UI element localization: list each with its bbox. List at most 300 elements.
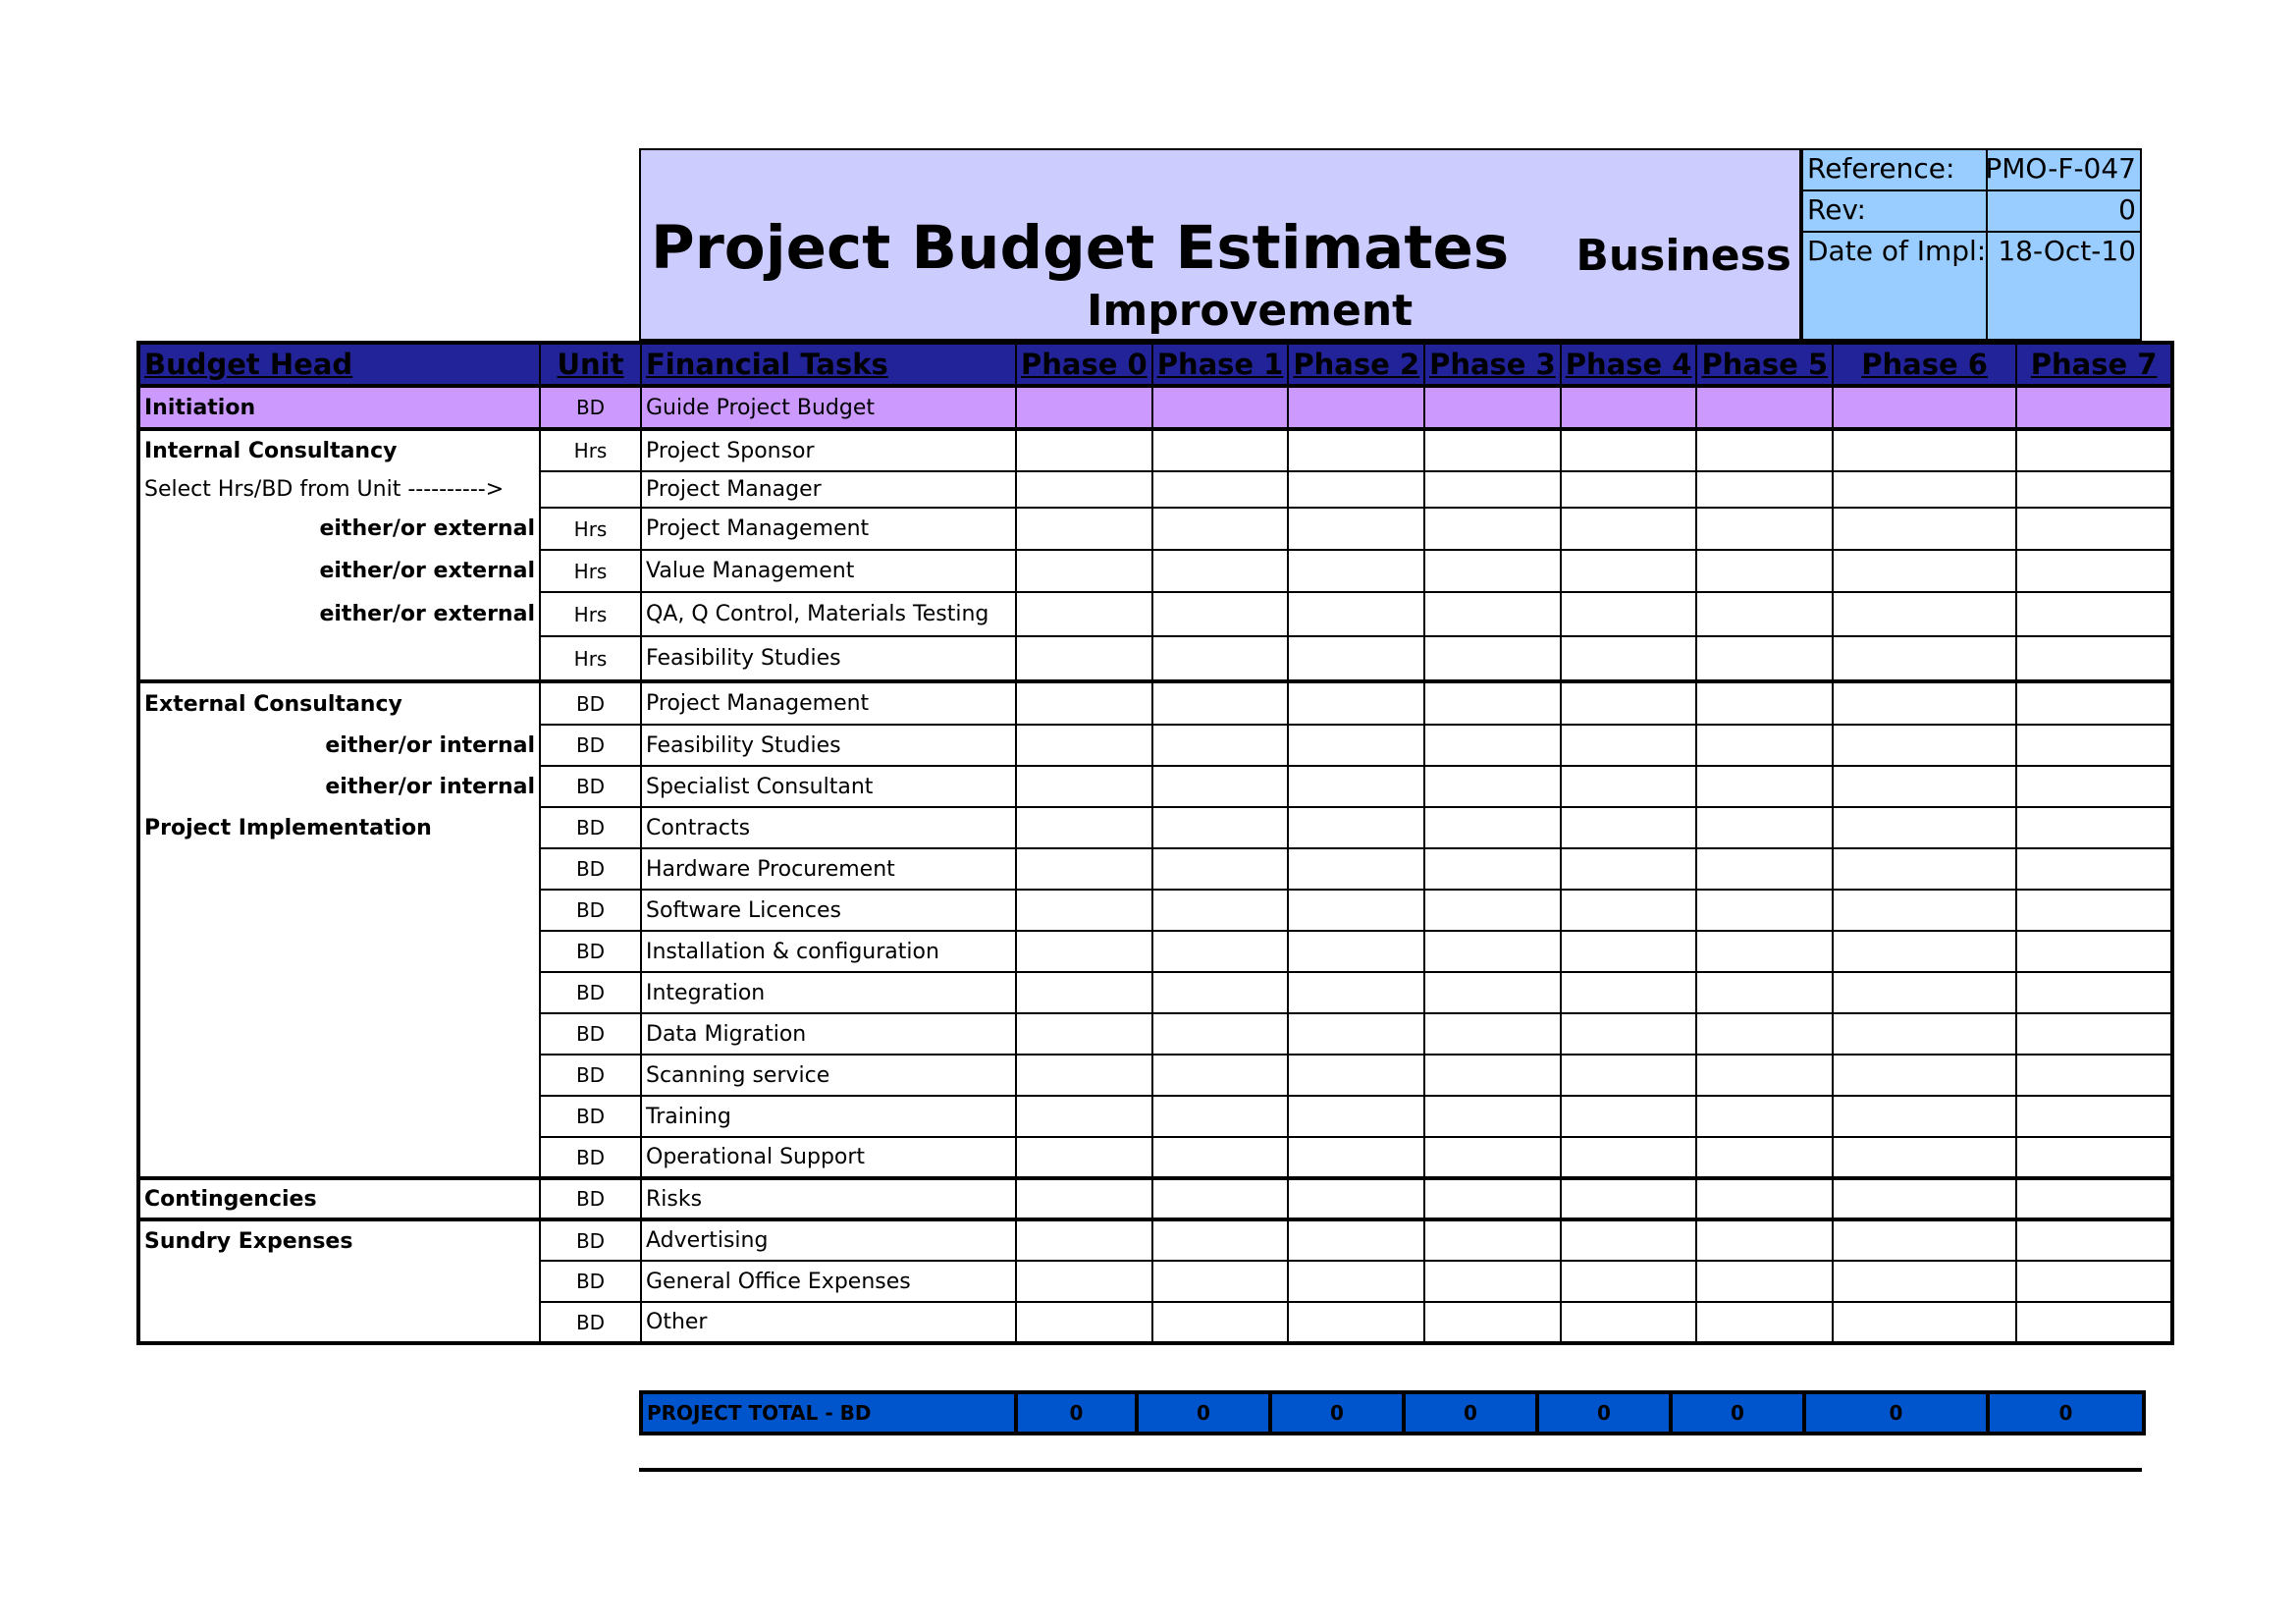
phase-1-cell[interactable] [1152, 471, 1289, 508]
financial-task-cell: Contracts [641, 807, 1016, 848]
phase-4-cell[interactable] [1561, 471, 1697, 508]
budget-head-cell [138, 1302, 540, 1343]
financial-task-cell: Data Migration [641, 1013, 1016, 1055]
phase-4-cell[interactable] [1561, 550, 1697, 592]
phase-3-cell[interactable] [1424, 931, 1561, 972]
phase-5-cell[interactable] [1696, 807, 1833, 848]
col-header-phase: Phase 2 [1288, 343, 1424, 386]
phase-0-cell[interactable] [1016, 1013, 1152, 1055]
phase-7-cell[interactable] [2016, 1302, 2172, 1343]
phase-3-cell[interactable] [1424, 429, 1561, 471]
col-header-phase: Phase 1 [1152, 343, 1289, 386]
phase-5-cell[interactable] [1696, 972, 1833, 1013]
phase-5-cell[interactable] [1696, 386, 1833, 429]
financial-task-cell: Project Management [641, 681, 1016, 725]
phase-0-cell[interactable] [1016, 1178, 1152, 1219]
phase-0-cell[interactable] [1016, 681, 1152, 725]
table-row [138, 807, 2172, 848]
phase-2-cell[interactable] [1288, 681, 1424, 725]
phase-3-cell[interactable] [1424, 725, 1561, 766]
phase-4-cell[interactable] [1561, 681, 1697, 725]
phase-1-cell[interactable] [1152, 1096, 1289, 1137]
phase-7-cell[interactable] [2016, 931, 2172, 972]
unit-cell: BD [540, 1219, 641, 1261]
financial-task-cell: Project Manager [641, 471, 1016, 508]
phase-1-cell[interactable] [1152, 1219, 1289, 1261]
unit-cell: BD [540, 1055, 641, 1096]
phase-2-cell[interactable] [1288, 807, 1424, 848]
phase-2-cell[interactable] [1288, 1261, 1424, 1302]
table-row [138, 1055, 2172, 1096]
phase-2-cell[interactable] [1288, 725, 1424, 766]
unit-cell: BD [540, 1096, 641, 1137]
phase-6-cell[interactable] [1833, 1013, 2016, 1055]
page-title: Project Budget Estimates [651, 213, 1510, 283]
phase-0-cell[interactable] [1016, 1261, 1152, 1302]
phase-0-cell[interactable] [1016, 766, 1152, 807]
phase-2-cell[interactable] [1288, 890, 1424, 931]
phase-4-cell[interactable] [1561, 725, 1697, 766]
project-total-value: 0 [1671, 1392, 1804, 1434]
budget-head-cell: either/or internal [138, 766, 540, 807]
phase-4-cell[interactable] [1561, 508, 1697, 550]
financial-task-cell: Other [641, 1302, 1016, 1343]
phase-7-cell[interactable] [2016, 848, 2172, 890]
phase-3-cell[interactable] [1424, 636, 1561, 681]
phase-0-cell[interactable] [1016, 636, 1152, 681]
phase-3-cell[interactable] [1424, 1261, 1561, 1302]
phase-4-cell[interactable] [1561, 848, 1697, 890]
table-row [138, 1261, 2172, 1302]
budget-head-cell [138, 972, 540, 1013]
phase-6-cell[interactable] [1833, 1178, 2016, 1219]
phase-1-cell[interactable] [1152, 807, 1289, 848]
col-header-financial-tasks: Financial Tasks [641, 343, 1016, 386]
financial-task-cell: General Office Expenses [641, 1261, 1016, 1302]
phase-5-cell[interactable] [1696, 1178, 1833, 1219]
phase-3-cell[interactable] [1424, 1137, 1561, 1178]
phase-2-cell[interactable] [1288, 550, 1424, 592]
phase-4-cell[interactable] [1561, 1178, 1697, 1219]
table-row [138, 1096, 2172, 1137]
phase-3-cell[interactable] [1424, 681, 1561, 725]
col-header-phase: Phase 3 [1424, 343, 1561, 386]
unit-cell: BD [540, 890, 641, 931]
phase-0-cell[interactable] [1016, 890, 1152, 931]
unit-cell: BD [540, 1013, 641, 1055]
financial-task-cell: QA, Q Control, Materials Testing [641, 592, 1016, 636]
phase-6-cell[interactable] [1833, 681, 2016, 725]
phase-2-cell[interactable] [1288, 766, 1424, 807]
phase-6-cell[interactable] [1833, 1096, 2016, 1137]
phase-6-cell[interactable] [1833, 1219, 2016, 1261]
phase-7-cell[interactable] [2016, 471, 2172, 508]
phase-4-cell[interactable] [1561, 386, 1697, 429]
financial-task-cell: Software Licences [641, 890, 1016, 931]
phase-3-cell[interactable] [1424, 1096, 1561, 1137]
unit-cell: BD [540, 386, 641, 429]
phase-0-cell[interactable] [1016, 1219, 1152, 1261]
meta-value: 0 [2118, 193, 2136, 226]
budget-head-cell [138, 890, 540, 931]
project-total-value: 0 [1804, 1392, 1988, 1434]
budget-head-cell [138, 1013, 540, 1055]
phase-2-cell[interactable] [1288, 508, 1424, 550]
phase-3-cell[interactable] [1424, 890, 1561, 931]
phase-5-cell[interactable] [1696, 848, 1833, 890]
table-row [138, 1178, 2172, 1219]
phase-2-cell[interactable] [1288, 1096, 1424, 1137]
unit-cell: Hrs [540, 592, 641, 636]
budget-head-cell [138, 931, 540, 972]
phase-5-cell[interactable] [1696, 890, 1833, 931]
phase-3-cell[interactable] [1424, 1013, 1561, 1055]
budget-head-cell: Project Implementation [138, 807, 540, 848]
phase-1-cell[interactable] [1152, 848, 1289, 890]
unit-cell: BD [540, 681, 641, 725]
phase-3-cell[interactable] [1424, 1302, 1561, 1343]
unit-cell: BD [540, 1261, 641, 1302]
phase-1-cell[interactable] [1152, 386, 1289, 429]
budget-head-cell [138, 1055, 540, 1096]
phase-5-cell[interactable] [1696, 931, 1833, 972]
phase-5-cell[interactable] [1696, 725, 1833, 766]
phase-4-cell[interactable] [1561, 1137, 1697, 1178]
phase-7-cell[interactable] [2016, 807, 2172, 848]
phase-2-cell[interactable] [1288, 429, 1424, 471]
phase-5-cell[interactable] [1696, 1013, 1833, 1055]
phase-0-cell[interactable] [1016, 592, 1152, 636]
phase-3-cell[interactable] [1424, 550, 1561, 592]
phase-2-cell[interactable] [1288, 848, 1424, 890]
col-header-phase: Phase 5 [1696, 343, 1833, 386]
unit-cell: Hrs [540, 508, 641, 550]
col-header-phase: Phase 6 [1833, 343, 2016, 386]
unit-cell: BD [540, 807, 641, 848]
table-row [138, 508, 2172, 550]
phase-3-cell[interactable] [1424, 471, 1561, 508]
phase-6-cell[interactable] [1833, 848, 2016, 890]
table-row [138, 429, 2172, 471]
phase-2-cell[interactable] [1288, 1302, 1424, 1343]
phase-1-cell[interactable] [1152, 931, 1289, 972]
budget-table [136, 341, 2174, 1345]
phase-2-cell[interactable] [1288, 931, 1424, 972]
phase-1-cell[interactable] [1152, 725, 1289, 766]
phase-6-cell[interactable] [1833, 931, 2016, 972]
phase-6-cell[interactable] [1833, 636, 2016, 681]
phase-4-cell[interactable] [1561, 1219, 1697, 1261]
project-total-value: 0 [1016, 1392, 1137, 1434]
project-total-value: 0 [1537, 1392, 1671, 1434]
phase-0-cell[interactable] [1016, 471, 1152, 508]
phase-1-cell[interactable] [1152, 1137, 1289, 1178]
phase-3-cell[interactable] [1424, 848, 1561, 890]
budget-head-cell: External Consultancy [138, 681, 540, 725]
phase-4-cell[interactable] [1561, 766, 1697, 807]
phase-4-cell[interactable] [1561, 636, 1697, 681]
col-header-phase: Phase 4 [1561, 343, 1697, 386]
phase-7-cell[interactable] [2016, 636, 2172, 681]
project-total-label: PROJECT TOTAL - BD [641, 1392, 1016, 1434]
budget-head-cell: Sundry Expenses [138, 1219, 540, 1261]
financial-task-cell: Specialist Consultant [641, 766, 1016, 807]
phase-3-cell[interactable] [1424, 1219, 1561, 1261]
phase-2-cell[interactable] [1288, 471, 1424, 508]
budget-head-cell: Initiation [138, 386, 540, 429]
table-row [138, 471, 2172, 508]
phase-0-cell[interactable] [1016, 429, 1152, 471]
phase-2-cell[interactable] [1288, 972, 1424, 1013]
phase-6-cell[interactable] [1833, 508, 2016, 550]
financial-task-cell: Installation & configuration [641, 931, 1016, 972]
phase-7-cell[interactable] [2016, 1055, 2172, 1096]
phase-0-cell[interactable] [1016, 1302, 1152, 1343]
phase-2-cell[interactable] [1288, 1013, 1424, 1055]
meta-value: PMO-F-047 [1985, 152, 2136, 185]
phase-7-cell[interactable] [2016, 1261, 2172, 1302]
phase-6-cell[interactable] [1833, 807, 2016, 848]
phase-7-cell[interactable] [2016, 725, 2172, 766]
phase-7-cell[interactable] [2016, 550, 2172, 592]
table-row [138, 766, 2172, 807]
phase-6-cell[interactable] [1833, 1055, 2016, 1096]
phase-7-cell[interactable] [2016, 972, 2172, 1013]
unit-cell: BD [540, 1302, 641, 1343]
budget-head-cell [138, 1137, 540, 1178]
table-row [138, 1302, 2172, 1343]
phase-5-cell[interactable] [1696, 1302, 1833, 1343]
phase-0-cell[interactable] [1016, 1137, 1152, 1178]
budget-head-cell: either/or internal [138, 725, 540, 766]
phase-1-cell[interactable] [1152, 508, 1289, 550]
phase-2-cell[interactable] [1288, 1137, 1424, 1178]
phase-2-cell[interactable] [1288, 636, 1424, 681]
budget-head-cell [138, 1261, 540, 1302]
phase-7-cell[interactable] [2016, 386, 2172, 429]
phase-3-cell[interactable] [1424, 1178, 1561, 1219]
table-row [138, 636, 2172, 681]
table-row [138, 848, 2172, 890]
budget-head-cell: either/or external [138, 592, 540, 636]
phase-4-cell[interactable] [1561, 1013, 1697, 1055]
meta-value: 18-Oct-10 [1998, 235, 2136, 267]
phase-3-cell[interactable] [1424, 766, 1561, 807]
phase-4-cell[interactable] [1561, 931, 1697, 972]
phase-3-cell[interactable] [1424, 1055, 1561, 1096]
phase-7-cell[interactable] [2016, 681, 2172, 725]
phase-6-cell[interactable] [1833, 592, 2016, 636]
phase-6-cell[interactable] [1833, 1261, 2016, 1302]
phase-4-cell[interactable] [1561, 1302, 1697, 1343]
phase-1-cell[interactable] [1152, 890, 1289, 931]
phase-1-cell[interactable] [1152, 429, 1289, 471]
phase-1-cell[interactable] [1152, 1302, 1289, 1343]
budget-head-cell: either/or external [138, 550, 540, 592]
phase-2-cell[interactable] [1288, 386, 1424, 429]
phase-3-cell[interactable] [1424, 508, 1561, 550]
financial-task-cell: Operational Support [641, 1137, 1016, 1178]
phase-1-cell[interactable] [1152, 1013, 1289, 1055]
meta-label: Rev: [1807, 193, 1866, 226]
title-improvement: Improvement [1087, 286, 1414, 336]
budget-head-cell [138, 636, 540, 681]
phase-2-cell[interactable] [1288, 1178, 1424, 1219]
title-business: Business [1575, 231, 1791, 281]
phase-1-cell[interactable] [1152, 1055, 1289, 1096]
phase-0-cell[interactable] [1016, 1096, 1152, 1137]
phase-7-cell[interactable] [2016, 1178, 2172, 1219]
budget-head-cell: Contingencies [138, 1178, 540, 1219]
phase-6-cell[interactable] [1833, 1302, 2016, 1343]
phase-6-cell[interactable] [1833, 766, 2016, 807]
phase-1-cell[interactable] [1152, 592, 1289, 636]
phase-2-cell[interactable] [1288, 592, 1424, 636]
financial-task-cell: Guide Project Budget [641, 386, 1016, 429]
table-row [138, 1219, 2172, 1261]
phase-3-cell[interactable] [1424, 807, 1561, 848]
phase-4-cell[interactable] [1561, 972, 1697, 1013]
budget-head-cell [138, 1096, 540, 1137]
document-meta [1801, 148, 2142, 341]
phase-6-cell[interactable] [1833, 429, 2016, 471]
meta-label: Reference: [1807, 152, 1955, 185]
phase-6-cell[interactable] [1833, 890, 2016, 931]
phase-2-cell[interactable] [1288, 1219, 1424, 1261]
budget-head-cell: Internal Consultancy [138, 429, 540, 471]
phase-6-cell[interactable] [1833, 972, 2016, 1013]
phase-7-cell[interactable] [2016, 1013, 2172, 1055]
phase-1-cell[interactable] [1152, 1261, 1289, 1302]
phase-0-cell[interactable] [1016, 550, 1152, 592]
bottom-rule [639, 1468, 2142, 1472]
phase-0-cell[interactable] [1016, 1055, 1152, 1096]
phase-4-cell[interactable] [1561, 1096, 1697, 1137]
table-row [138, 681, 2172, 725]
project-total-value: 0 [1270, 1392, 1404, 1434]
table-row [138, 890, 2172, 931]
initiation-row [138, 386, 2172, 429]
phase-5-cell[interactable] [1696, 508, 1833, 550]
phase-5-cell[interactable] [1696, 1261, 1833, 1302]
phase-4-cell[interactable] [1561, 1261, 1697, 1302]
col-header-phase: Phase 0 [1016, 343, 1152, 386]
phase-5-cell[interactable] [1696, 471, 1833, 508]
phase-7-cell[interactable] [2016, 766, 2172, 807]
table-row [138, 1013, 2172, 1055]
meta-row-date [1803, 233, 2140, 274]
phase-7-cell[interactable] [2016, 1219, 2172, 1261]
phase-0-cell[interactable] [1016, 508, 1152, 550]
unit-cell: BD [540, 725, 641, 766]
phase-1-cell[interactable] [1152, 636, 1289, 681]
table-row [138, 725, 2172, 766]
phase-0-cell[interactable] [1016, 725, 1152, 766]
phase-1-cell[interactable] [1152, 681, 1289, 725]
phase-0-cell[interactable] [1016, 386, 1152, 429]
phase-0-cell[interactable] [1016, 972, 1152, 1013]
unit-cell: BD [540, 1178, 641, 1219]
financial-task-cell: Project Management [641, 508, 1016, 550]
financial-task-cell: Scanning service [641, 1055, 1016, 1096]
phase-6-cell[interactable] [1833, 471, 2016, 508]
phase-5-cell[interactable] [1696, 681, 1833, 725]
phase-5-cell[interactable] [1696, 592, 1833, 636]
table-row [138, 1137, 2172, 1178]
financial-task-cell: Value Management [641, 550, 1016, 592]
header-row [138, 343, 2172, 386]
phase-7-cell[interactable] [2016, 1096, 2172, 1137]
phase-1-cell[interactable] [1152, 1178, 1289, 1219]
phase-5-cell[interactable] [1696, 766, 1833, 807]
phase-7-cell[interactable] [2016, 429, 2172, 471]
phase-5-cell[interactable] [1696, 429, 1833, 471]
financial-task-cell: Hardware Procurement [641, 848, 1016, 890]
phase-4-cell[interactable] [1561, 1055, 1697, 1096]
phase-6-cell[interactable] [1833, 550, 2016, 592]
unit-cell: BD [540, 931, 641, 972]
unit-cell: BD [540, 1137, 641, 1178]
phase-4-cell[interactable] [1561, 592, 1697, 636]
phase-5-cell[interactable] [1696, 1096, 1833, 1137]
phase-3-cell[interactable] [1424, 386, 1561, 429]
unit-cell [540, 471, 641, 508]
budget-head-cell: either/or external [138, 508, 540, 550]
phase-1-cell[interactable] [1152, 550, 1289, 592]
phase-4-cell[interactable] [1561, 807, 1697, 848]
financial-task-cell: Feasibility Studies [641, 636, 1016, 681]
phase-6-cell[interactable] [1833, 1137, 2016, 1178]
budget-head-cell: Select Hrs/BD from Unit ----------> [138, 471, 540, 508]
phase-7-cell[interactable] [2016, 508, 2172, 550]
phase-7-cell[interactable] [2016, 1137, 2172, 1178]
phase-5-cell[interactable] [1696, 1137, 1833, 1178]
financial-task-cell: Project Sponsor [641, 429, 1016, 471]
table-row [138, 931, 2172, 972]
phase-4-cell[interactable] [1561, 429, 1697, 471]
col-header-phase: Phase 7 [2016, 343, 2172, 386]
table-row [138, 972, 2172, 1013]
phase-4-cell[interactable] [1561, 890, 1697, 931]
phase-0-cell[interactable] [1016, 931, 1152, 972]
phase-3-cell[interactable] [1424, 592, 1561, 636]
financial-task-cell: Advertising [641, 1219, 1016, 1261]
phase-6-cell[interactable] [1833, 386, 2016, 429]
phase-7-cell[interactable] [2016, 592, 2172, 636]
phase-0-cell[interactable] [1016, 848, 1152, 890]
unit-cell: Hrs [540, 429, 641, 471]
phase-5-cell[interactable] [1696, 636, 1833, 681]
phase-0-cell[interactable] [1016, 807, 1152, 848]
col-header-budget-head: Budget Head [138, 343, 540, 386]
meta-label: Date of Impl: [1807, 235, 1987, 267]
phase-7-cell[interactable] [2016, 890, 2172, 931]
unit-cell: Hrs [540, 550, 641, 592]
phase-2-cell[interactable] [1288, 1055, 1424, 1096]
phase-5-cell[interactable] [1696, 1219, 1833, 1261]
financial-task-cell: Risks [641, 1178, 1016, 1219]
unit-cell: BD [540, 766, 641, 807]
phase-6-cell[interactable] [1833, 725, 2016, 766]
phase-1-cell[interactable] [1152, 972, 1289, 1013]
phase-3-cell[interactable] [1424, 972, 1561, 1013]
phase-5-cell[interactable] [1696, 550, 1833, 592]
phase-5-cell[interactable] [1696, 1055, 1833, 1096]
meta-row-rev [1803, 191, 2140, 233]
title-block [639, 148, 1801, 341]
phase-1-cell[interactable] [1152, 766, 1289, 807]
project-total-value: 0 [1137, 1392, 1270, 1434]
